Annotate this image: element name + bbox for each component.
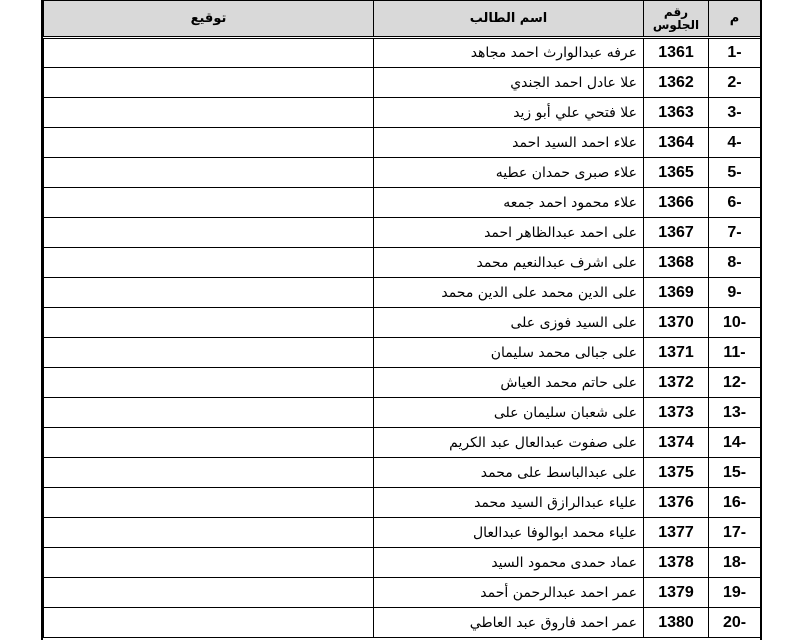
row-index: 4- xyxy=(709,128,761,158)
table-row xyxy=(44,158,761,188)
student-name: علاء محمود احمد جمعه xyxy=(374,188,644,218)
signature-cell xyxy=(44,548,374,578)
signature-cell xyxy=(44,338,374,368)
row-index: 17- xyxy=(709,518,761,548)
table-row xyxy=(44,128,761,158)
row-index: 13- xyxy=(709,398,761,428)
table-row xyxy=(44,338,761,368)
table-row xyxy=(44,68,761,98)
table-row xyxy=(44,518,761,548)
table-row xyxy=(44,428,761,458)
student-name: علا عادل احمد الجندي xyxy=(374,68,644,98)
row-index: 19- xyxy=(709,578,761,608)
index-column-header: م xyxy=(709,1,761,38)
signature-cell xyxy=(44,188,374,218)
attendance-sheet xyxy=(41,0,762,640)
row-index: 20- xyxy=(709,608,761,638)
table-row xyxy=(44,488,761,518)
signature-cell xyxy=(44,458,374,488)
row-index: 2- xyxy=(709,68,761,98)
seat-number: 1374 xyxy=(644,428,709,458)
row-index: 6- xyxy=(709,188,761,218)
signature-cell xyxy=(44,128,374,158)
row-index: 14- xyxy=(709,428,761,458)
student-name: علياء عبدالرازق السيد محمد xyxy=(374,488,644,518)
signature-cell xyxy=(44,38,374,68)
seat-header-line2: الجلوس xyxy=(652,17,700,32)
student-name: على الدين محمد على الدين محمد xyxy=(374,278,644,308)
seat-number: 1379 xyxy=(644,578,709,608)
signature-cell xyxy=(44,278,374,308)
signature-cell xyxy=(44,368,374,398)
student-name-column-header: اسم الطالب xyxy=(374,1,644,38)
seat-header-line1: رقم xyxy=(663,4,689,19)
seat-number: 1377 xyxy=(644,518,709,548)
seat-number: 1361 xyxy=(644,38,709,68)
table-row xyxy=(44,368,761,398)
table-row xyxy=(44,398,761,428)
signature-cell xyxy=(44,578,374,608)
signature-cell xyxy=(44,218,374,248)
roster-body xyxy=(44,38,761,638)
row-index: 5- xyxy=(709,158,761,188)
table-row xyxy=(44,608,761,638)
seat-number: 1365 xyxy=(644,158,709,188)
seat-number: 1366 xyxy=(644,188,709,218)
seat-number: 1363 xyxy=(644,98,709,128)
seat-number: 1362 xyxy=(644,68,709,98)
table-row xyxy=(44,218,761,248)
student-name: علا فتحي علي أبو زيد xyxy=(374,98,644,128)
student-roster-table xyxy=(43,0,761,638)
seat-number: 1371 xyxy=(644,338,709,368)
seat-number-column-header xyxy=(644,1,709,38)
table-row xyxy=(44,248,761,278)
student-name: عماد حمدى محمود السيد xyxy=(374,548,644,578)
table-row xyxy=(44,578,761,608)
signature-cell xyxy=(44,308,374,338)
signature-cell xyxy=(44,98,374,128)
table-row xyxy=(44,548,761,578)
row-index: 16- xyxy=(709,488,761,518)
student-name: علاء صبرى حمدان عطيه xyxy=(374,158,644,188)
seat-number: 1368 xyxy=(644,248,709,278)
row-index: 10- xyxy=(709,308,761,338)
signature-cell xyxy=(44,158,374,188)
seat-number: 1367 xyxy=(644,218,709,248)
student-name: عرفه عبدالوارث احمد مجاهد xyxy=(374,38,644,68)
student-name: على شعبان سليمان على xyxy=(374,398,644,428)
row-index: 3- xyxy=(709,98,761,128)
row-index: 1- xyxy=(709,38,761,68)
row-index: 9- xyxy=(709,278,761,308)
seat-number: 1369 xyxy=(644,278,709,308)
row-index: 15- xyxy=(709,458,761,488)
seat-number: 1370 xyxy=(644,308,709,338)
seat-number: 1372 xyxy=(644,368,709,398)
student-name: عمر احمد فاروق عبد العاطي xyxy=(374,608,644,638)
header-row xyxy=(44,1,761,38)
student-name: علاء احمد السيد احمد xyxy=(374,128,644,158)
signature-cell xyxy=(44,68,374,98)
student-name: علياء محمد ابوالوفا عبدالعال xyxy=(374,518,644,548)
seat-number: 1373 xyxy=(644,398,709,428)
signature-cell xyxy=(44,398,374,428)
table-row xyxy=(44,38,761,68)
table-row xyxy=(44,188,761,218)
signature-cell xyxy=(44,248,374,278)
seat-number: 1378 xyxy=(644,548,709,578)
seat-number: 1380 xyxy=(644,608,709,638)
table-row xyxy=(44,278,761,308)
seat-number: 1364 xyxy=(644,128,709,158)
table-row xyxy=(44,308,761,338)
student-name: على اشرف عبدالنعيم محمد xyxy=(374,248,644,278)
signature-cell xyxy=(44,608,374,638)
student-name: على جبالى محمد سليمان xyxy=(374,338,644,368)
signature-cell xyxy=(44,518,374,548)
row-index: 8- xyxy=(709,248,761,278)
table-row xyxy=(44,98,761,128)
seat-number: 1375 xyxy=(644,458,709,488)
table-row xyxy=(44,458,761,488)
signature-cell xyxy=(44,428,374,458)
row-index: 12- xyxy=(709,368,761,398)
row-index: 7- xyxy=(709,218,761,248)
student-name: عمر احمد عبدالرحمن أحمد xyxy=(374,578,644,608)
signature-column-header: توقيع xyxy=(44,1,374,38)
signature-cell xyxy=(44,488,374,518)
row-index: 18- xyxy=(709,548,761,578)
student-name: على حاتم محمد العياش xyxy=(374,368,644,398)
student-name: على السيد فوزى على xyxy=(374,308,644,338)
student-name: على عبدالباسط على محمد xyxy=(374,458,644,488)
student-name: على صفوت عبدالعال عبد الكريم xyxy=(374,428,644,458)
seat-number: 1376 xyxy=(644,488,709,518)
student-name: على احمد عبدالظاهر احمد xyxy=(374,218,644,248)
row-index: 11- xyxy=(709,338,761,368)
